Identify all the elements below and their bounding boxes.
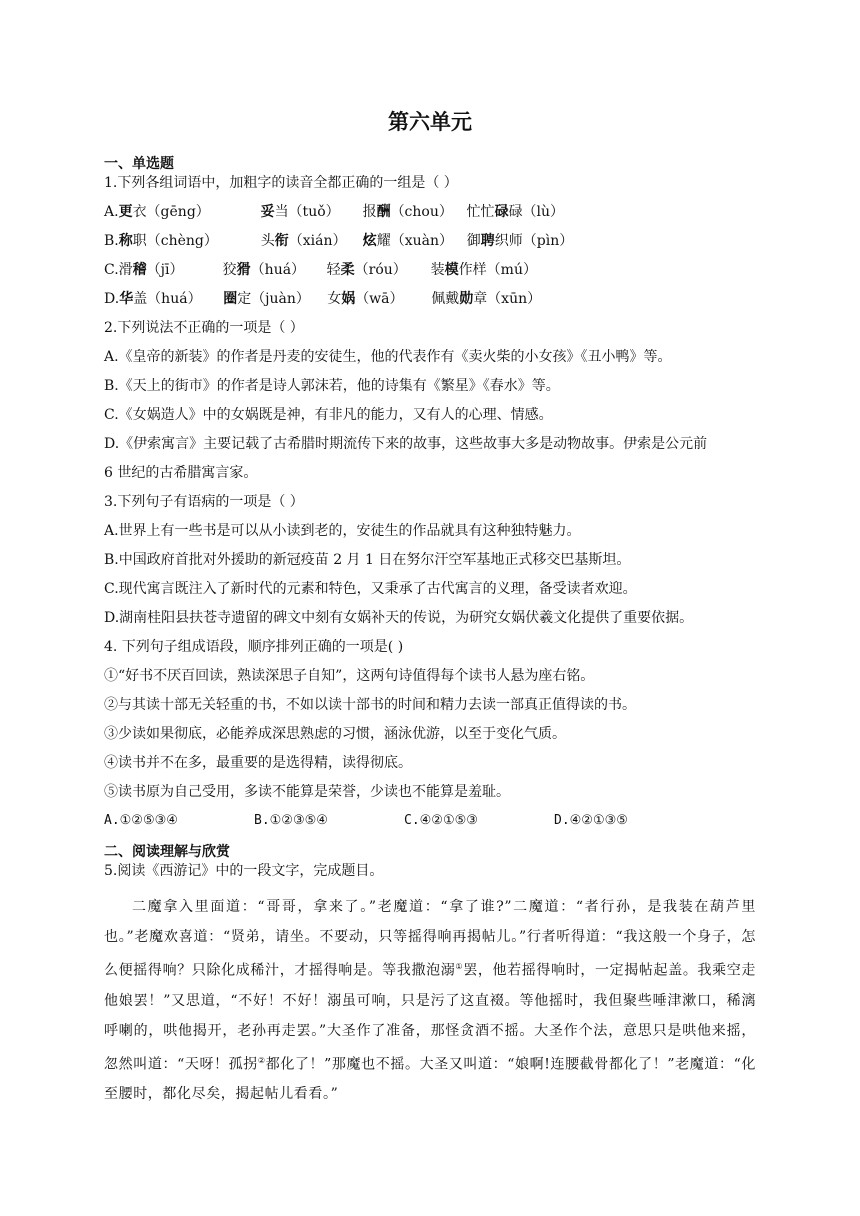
question-4-sentence-4: ④读书并不在多，最重要的是选得精，读得彻底。 [104,755,412,771]
question-3-option-d: D.湖南桂阳县扶苍寺遗留的碑文中刻有女娲补天的传说，为研究女娲伏羲文化提供了重要依据。 [104,610,694,626]
question-2-option-c: C.《女娲造人》中的女娲既是神，有非凡的能力，又有人的心理、情感。 [104,407,553,423]
reading-passage [104,892,756,1109]
question-1-option-c: C.滑稽（jī） 狡猾（huá） 轻柔（róu） 装模作样（mú） [104,262,537,278]
question-4-option-a: A.①②⑤③④ [104,813,178,828]
passage-text-part-2: 罢，他若摇得响时，一定揭帖起盖。我乘空走他娘罢！”又思道，“不好！不好！溺虽可响，只是污了这直裰。等他摇时，我但聚些唾津漱口，稀漓呼喇的，哄他揭开，老孙再走罢。”大圣作了准备，那怪贪酒不摇。大圣作个法，意思只是哄他来摇，忽然叫道：“天呀！孤拐 [104,962,757,1073]
passage-text-part-1: 二魔拿入里面道：“哥哥，拿来了。”老魔道：“拿了谁?”二魔道：“者行孙，是我装在葫芦里也。”老魔欢喜道：“贤弟，请坐。不要动，只等摇得响再揭帖儿。”行者听得道：“我这般一个身子，怎么便摇得响？只除化成稀汁，才摇得响是。等我撒泡溺 [104,899,756,979]
question-4-option-b: B.①②③⑤④ [254,813,328,828]
question-2-option-d-line2: 6 世纪的古希腊寓言家。 [104,465,258,481]
question-4-sentence-1: ①“好书不厌百回读，熟读深思子自知”，这两句诗值得每个读书人悬为座右铭。 [104,668,595,684]
question-4-sentence-2: ②与其读十部无关轻重的书，不如以读十部书的时间和精力去读一部真正值得读的书。 [104,697,636,713]
question-1-option-a: A.更衣（gēng） 妥当（tuǒ） 报酬（chou） 忙忙碌碌（lù） [104,204,565,220]
question-2-option-b: B.《天上的街市》的作者是诗人郭沫若，他的诗集有《繁星》《春水》等。 [104,378,560,394]
question-1-stem: 1.下列各组词语中，加粗字的读音全都正确的一组是（ ） [104,175,458,191]
question-3-stem: 3.下列句子有语病的一项是（ ） [104,494,304,510]
question-3-option-c: C.现代寓言既注入了新时代的元素和特色，又秉承了古代寓言的义理，备受读者欢迎。 [104,581,637,597]
question-3-option-a: A.世界上有一些书是可以从小读到老的，安徒生的作品就具有这种独特魅力。 [104,523,581,539]
question-4-sentence-5: ⑤读书原为自己受用，多读不能算是荣誉，少读也不能算是羞耻。 [104,784,510,800]
passage-text-part-3: 都化了！”那魔也不摇。大圣又叫道：“娘啊!连腰截骨都化了！”老魔道：“化至腰时，都化尽矣，揭起帖儿看看。” [104,1056,756,1103]
footnote-marker-1: ① [455,962,464,971]
question-4-option-c: C.④②①⑤③ [404,813,478,828]
question-1-option-d: D.华盖（huá） 圈定（juàn） 女娲（wā） 佩戴勋章（xūn） [104,291,542,307]
question-5-stem: 5.阅读《西游记》中的一段文字，完成题目。 [104,863,384,879]
question-4-stem: 4. 下列句子组成语段，顺序排列正确的一项是( ) [104,639,404,655]
question-4-options [104,811,704,831]
section-heading-reading: 二、阅读理解与欣赏 [104,844,230,860]
question-1-option-b: B.称职（chèng） 头衔（xián） 炫耀（xuàn） 御聘织师（pìn） [104,233,574,249]
page-title: 第六单元 [388,110,472,134]
question-4-sentence-3: ③少读如果彻底，必能养成深思熟虑的习惯，涵泳优游，以至于变化气质。 [104,726,566,742]
question-4-option-d: D.④②①③⑤ [554,813,628,828]
question-3-option-b: B.中国政府首批对外援助的新冠疫苗 2 月 1 日在努尔汗空军基地正式移交巴基斯坦。 [104,552,631,568]
question-2-stem: 2.下列说法不正确的一项是（ ） [104,320,304,336]
question-2-option-a: A.《皇帝的新装》的作者是丹麦的安徒生，他的代表作有《卖火柴的小女孩》《丑小鸭》等。 [104,349,672,365]
question-2-option-d-line1: D.《伊索寓言》主要记载了古希腊时期流传下来的故事，这些故事大多是动物故事。伊索是公元前 [104,436,708,452]
footnote-marker-2: ② [257,1055,266,1065]
section-heading-single-choice: 一、单选题 [104,156,174,172]
